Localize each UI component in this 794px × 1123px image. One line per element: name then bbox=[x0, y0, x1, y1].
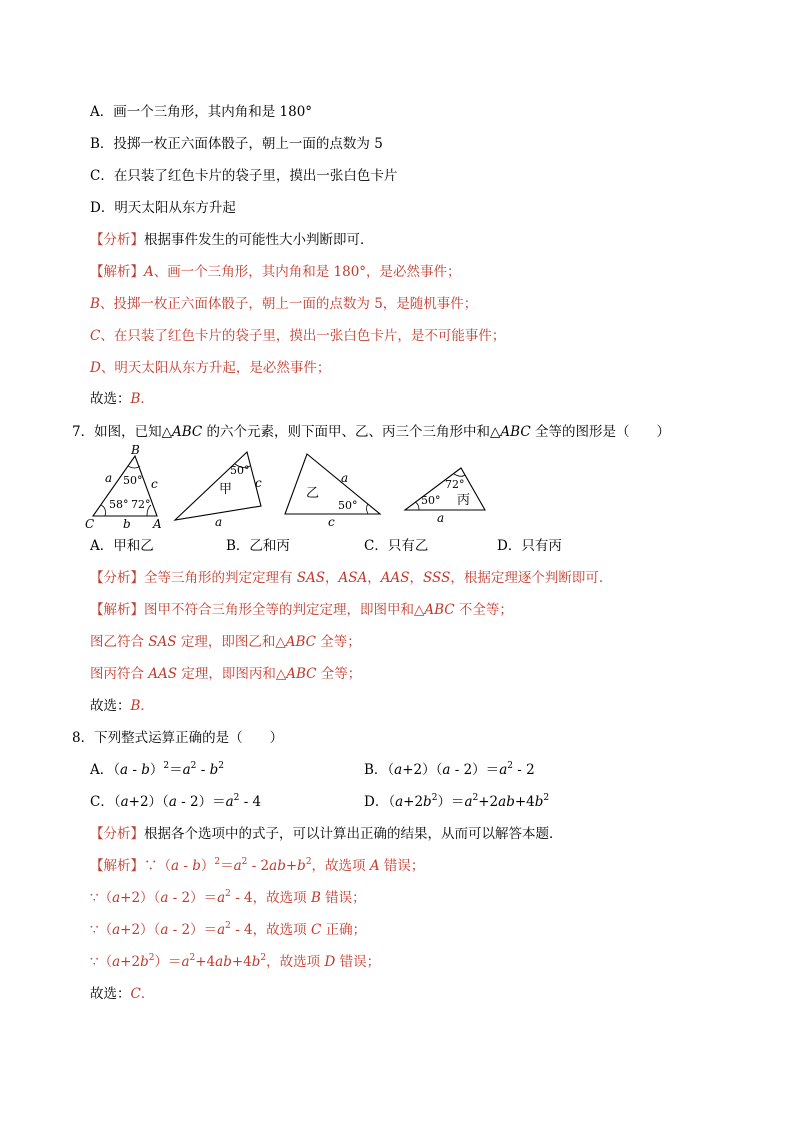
q7-answer bbox=[90, 697, 154, 715]
analysis-tag: 【分析】 bbox=[90, 570, 144, 586]
q8-option-b: B．$(a+2)(a - 2)=a^2 - 2$ bbox=[364, 761, 535, 778]
q6-option-a: A．画一个三角形，其内角和是 180° bbox=[90, 104, 313, 120]
bing-angle-1: 50° bbox=[421, 494, 441, 507]
answer-end: ． bbox=[140, 391, 154, 407]
triangle-jia bbox=[175, 452, 261, 520]
triangle-name: ABC bbox=[171, 424, 203, 440]
stem-part: 的六个元素，则下面甲、乙、丙三个三角形中和△ bbox=[202, 424, 501, 440]
q7-stem bbox=[72, 423, 670, 441]
answer-prefix: 故选： bbox=[90, 698, 131, 714]
label-c-vertex: C bbox=[85, 517, 95, 531]
q6-answer bbox=[90, 390, 154, 408]
answer-prefix: 故选： bbox=[90, 391, 131, 407]
angle-arc bbox=[101, 505, 106, 516]
solution-text: 定理，即图丙和△ bbox=[177, 666, 287, 682]
solution-tag: 【解析】 bbox=[90, 602, 144, 618]
q7-solution-2 bbox=[90, 633, 361, 651]
because-symbol: ∵ bbox=[144, 858, 158, 874]
triangle-name: ABC bbox=[285, 634, 316, 650]
angle-arc bbox=[454, 474, 465, 476]
triangles-figure bbox=[85, 442, 495, 532]
q7-option-b: B．乙和丙 bbox=[226, 538, 290, 554]
bing-angle-2: 72° bbox=[445, 478, 465, 491]
solution-tag: 【解析】 bbox=[90, 858, 144, 874]
q8-stem: 8．下列整式运算正确的是（ ） bbox=[72, 730, 284, 746]
q8-answer bbox=[90, 985, 154, 1003]
side-b: b bbox=[123, 517, 131, 531]
yi-angle: 50° bbox=[338, 499, 358, 512]
solution-text: 图丙符合 bbox=[90, 666, 149, 682]
angle-b: 50° bbox=[123, 474, 143, 487]
solution-text: ，故选项 bbox=[252, 890, 311, 906]
theorem: ASA bbox=[338, 570, 368, 586]
answer-end: ． bbox=[140, 698, 154, 714]
q8-option-d: D．$(a+2b^2)=a^2+2ab+4b^2$ bbox=[364, 793, 550, 810]
q8-solution-a: 【解析】∵（a - $b)^2=a^2 - 2ab+b^2$，故选项 A 错误； bbox=[90, 857, 425, 874]
solution-text: 不全等； bbox=[454, 602, 513, 618]
solution-text: ，故选项 bbox=[311, 858, 370, 874]
solution-text: 、画一个三角形，其内角和是 180°，是必然事件； bbox=[153, 264, 461, 280]
q7-solution-1 bbox=[90, 601, 513, 619]
stem-part: 全等的图形是（ ） bbox=[530, 424, 670, 440]
answer-end: ． bbox=[140, 986, 155, 1002]
solution-tag: 【解析】 bbox=[90, 264, 144, 280]
answer-letter: B bbox=[130, 391, 141, 407]
comma: ， bbox=[409, 570, 424, 586]
comma: ， bbox=[367, 570, 381, 586]
jia-angle: 50° bbox=[230, 464, 250, 477]
angle-c: 58° bbox=[109, 498, 129, 511]
bing-name: 丙 bbox=[457, 493, 471, 508]
q8-analysis bbox=[90, 825, 563, 843]
analysis-tag: 【分析】 bbox=[90, 826, 144, 842]
analysis-text: 根据各个选项中的式子，可以计算出正确的结果，从而可以解答本题． bbox=[144, 826, 563, 842]
verdict: 错误； bbox=[335, 954, 381, 970]
q6-option-d: D．明天太阳从东方升起 bbox=[90, 200, 236, 216]
option-label: A． bbox=[90, 762, 114, 778]
q8-solution-c: ∵（a+2）（a - $2)=a^2 - 4$，故选项 C 正确； bbox=[90, 921, 367, 938]
label-b: B bbox=[131, 443, 140, 457]
analysis-text: 根据事件发生的可能性大小判断即可． bbox=[144, 232, 374, 248]
letter: B bbox=[90, 296, 100, 312]
q8-option-a: A．$(a - b)^2=a^2 - b^2$ bbox=[90, 761, 224, 778]
solution-text: ，故选项 bbox=[266, 954, 325, 970]
q6-solution-c bbox=[90, 327, 505, 345]
q8-solution-d: $\because(a+2b^2)=a^2+4ab+4b^2$，故选项 D 错误； bbox=[90, 953, 381, 970]
answer-prefix: 故选： bbox=[90, 986, 131, 1002]
angle-a: 72° bbox=[131, 498, 151, 511]
angle-arc bbox=[367, 504, 369, 514]
q8-option-c: C．$(a+2)(a - 2)=a^2 - 4$ bbox=[90, 793, 262, 810]
q6-solution-b bbox=[90, 295, 477, 313]
triangle-yi bbox=[285, 454, 380, 514]
solution-text: 全等； bbox=[315, 634, 361, 650]
theorem: SAS bbox=[148, 634, 177, 650]
solution-text: 定理，即图乙和△ bbox=[176, 634, 286, 650]
q6-solution-a bbox=[90, 263, 461, 281]
label-a-vertex: A bbox=[153, 517, 162, 531]
letter: A bbox=[369, 858, 380, 874]
letter: D bbox=[90, 360, 101, 376]
yi-side-a: a bbox=[341, 471, 349, 485]
q7-option-d: D．只有丙 bbox=[497, 538, 562, 554]
q7-analysis bbox=[90, 569, 612, 587]
option-label: D． bbox=[364, 794, 389, 810]
because-symbol: ∵ bbox=[90, 890, 99, 906]
theorem: AAS bbox=[148, 666, 178, 682]
solution-text: 、明天太阳从东方升起，是必然事件； bbox=[100, 360, 331, 376]
analysis-text: ，根据定理逐个判断即可． bbox=[450, 570, 613, 586]
answer-letter: C bbox=[130, 986, 141, 1002]
q6-analysis bbox=[90, 231, 374, 249]
theorem: AAS bbox=[380, 570, 410, 586]
solution-text: ，故选项 bbox=[252, 922, 311, 938]
solution-text: 全等； bbox=[316, 666, 362, 682]
jia-name: 甲 bbox=[219, 482, 233, 497]
yi-side-c: c bbox=[328, 515, 335, 529]
q8-solution-b: ∵（a+2）（a - $2)=a^2 - 4$，故选项 B 错误； bbox=[90, 889, 366, 906]
triangle-name: ABC bbox=[424, 602, 455, 618]
letter: A bbox=[144, 264, 154, 280]
analysis-tag: 【分析】 bbox=[90, 232, 144, 248]
solution-text: 、在只装了红色卡片的袋子里，摸出一张白色卡片，是不可能事件； bbox=[100, 328, 506, 344]
because-symbol: ∵ bbox=[90, 922, 99, 938]
side-c: c bbox=[151, 477, 158, 491]
q6-solution-d bbox=[90, 359, 330, 377]
side-a: a bbox=[105, 471, 113, 485]
verdict: 错误； bbox=[379, 858, 425, 874]
theorem: SAS bbox=[296, 570, 326, 586]
analysis-text: 全等三角形的判定定理有 bbox=[144, 570, 297, 586]
letter: C bbox=[90, 328, 101, 344]
verdict: 正确； bbox=[321, 922, 367, 938]
answer-letter: B bbox=[130, 698, 141, 714]
option-label: B． bbox=[364, 762, 388, 778]
because-symbol: ∵ bbox=[90, 954, 99, 970]
solution-text: 、投掷一枚正六面体骰子，朝上一面的点数为 5，是随机事件； bbox=[99, 296, 478, 312]
bing-side-a: a bbox=[437, 511, 445, 525]
solution-text: 图甲不符合三角形全等的判定定理，即图甲和△ bbox=[144, 602, 425, 618]
q7-solution-3 bbox=[90, 665, 361, 683]
comma: ， bbox=[325, 570, 339, 586]
q6-option-b: B．投掷一枚正六面体骰子，朝上一面的点数为 5 bbox=[90, 136, 383, 152]
jia-side-c: c bbox=[255, 476, 262, 490]
letter: C bbox=[310, 922, 322, 938]
yi-name: 乙 bbox=[306, 486, 320, 501]
option-label: C． bbox=[90, 794, 114, 810]
triangle-name: ABC bbox=[500, 424, 531, 440]
triangle-name: ABC bbox=[286, 666, 317, 682]
angle-arc bbox=[415, 502, 419, 510]
solution-text: 图乙符合 bbox=[90, 634, 149, 650]
letter: D bbox=[324, 954, 336, 970]
verdict: 错误； bbox=[320, 890, 366, 906]
theorem: SSS bbox=[423, 570, 451, 586]
jia-side-a: a bbox=[215, 515, 223, 529]
q6-option-c: C．在只装了红色卡片的袋子里，摸出一张白色卡片 bbox=[90, 168, 398, 184]
q7-option-a: A．甲和乙 bbox=[90, 538, 154, 554]
letter: B bbox=[310, 890, 321, 906]
q7-option-c: C．只有乙 bbox=[364, 538, 429, 554]
stem-part: 7．如图，已知△ bbox=[72, 424, 172, 440]
